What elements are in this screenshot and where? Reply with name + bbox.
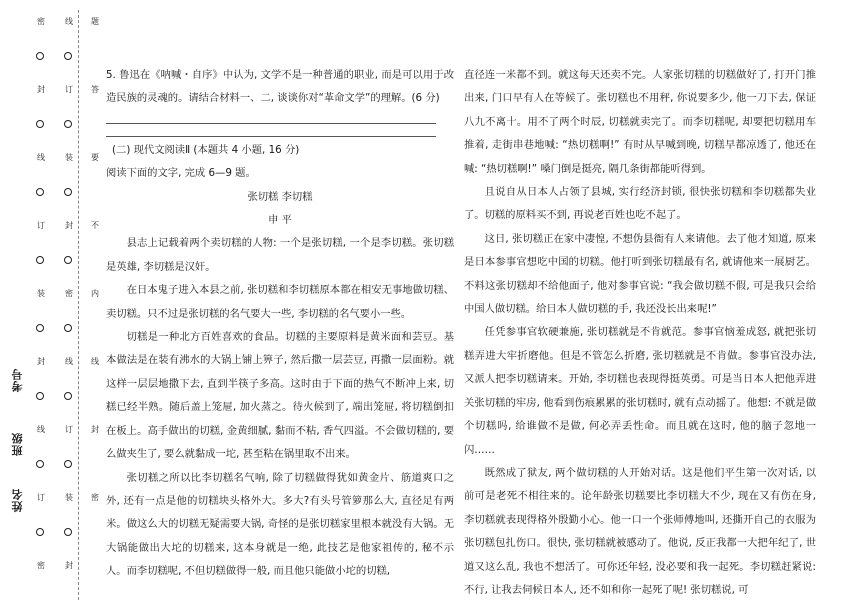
left-column <box>106 60 454 584</box>
binding-character: 装 <box>65 153 73 162</box>
story-paragraph: 在日本鬼子进入本县之前, 张切糕和李切糕原本都在相安无事地做切糕、卖切糕。只不过是张切糕的名气要大一些, 李切糕的名气要小一些。 <box>106 284 454 320</box>
story-author: 申 平 <box>268 214 292 227</box>
binding-character: 封 <box>65 561 73 570</box>
exam-number-field-label: 考号 <box>11 368 24 392</box>
binding-character: 订 <box>65 85 73 94</box>
binding-circle-icon <box>36 120 44 128</box>
binding-circle-icon <box>36 392 44 400</box>
story-paragraph: 既然成了狱友, 两个做切糕的人开始对话。这是他们平生第一次对话, 以前可是老死不相往来的。论年龄张切糕要比李切糕大不少, 现在又有伤在身, 李切糕就表现得格外殷勤小心。他一口一个张师傅地叫, 还撕开自己的衣服为张切糕包扎伤口。很快, 张切糕就被感动了。他说, 反正我都一大把年纪了, 世道又这么乱, 我也不想活了。可你还年轻, 没必要和我一起死。李切糕赶紧说: 不行, 让我去伺候日本人, 还不如和你一起死了呢! 张切糕说, 可 <box>464 466 816 596</box>
left-story-paragraphs <box>106 232 454 583</box>
binding-circle-icon <box>64 52 72 60</box>
binding-character: 线 <box>37 153 45 162</box>
binding-character: 密 <box>37 561 45 570</box>
section-title: (二) 现代文阅读Ⅱ (本题共 4 小题, 16 分) <box>112 143 300 156</box>
right-column <box>464 64 816 602</box>
binding-circle-icon <box>64 188 72 196</box>
binding-character: 密 <box>65 289 73 298</box>
story-paragraph: 切糕是一种北方百姓喜欢的食品。切糕的主要原料是黄米面和芸豆。基本做法是在装有沸水的大锅上铺上箅子, 然后撒一层芸豆, 再撒一层面粉。就这样一层层地撒下去, 直到半筷子多高。这时由于下面的热气不断冲上来, 切糕已经半熟。随后盖上笼屉, 加火蒸之。待火候到了, 端出笼屉, 将切糕倒扣在板上。高手做出的切糕, 金黄细腻, 黏而不粘, 香气四溢。不会做切糕的, 要么做夹生了, 要么就黏成一坨, 甚至粘在锅里取不出来。 <box>106 331 454 461</box>
binding-character: 线 <box>91 357 99 366</box>
binding-character: 密 <box>37 17 45 26</box>
story-paragraph: 县志上记载着两个卖切糕的人物: 一个是张切糕, 一个是李切糕。张切糕是英雄, 李切糕是汉奸。 <box>106 237 454 273</box>
binding-circle-icon <box>36 52 44 60</box>
binding-character: 封 <box>37 357 45 366</box>
binding-character: 线 <box>65 17 73 26</box>
binding-circle-icon <box>36 256 44 264</box>
binding-circle-icon <box>64 120 72 128</box>
story-paragraph: 且说自从日本人占领了县城, 实行经济封锁, 很快张切糕和李切糕都失业了。切糕的原料买不到, 再说老百姓也吃不起了。 <box>464 186 816 222</box>
story-paragraph: 直径连一米都不到。就这每天还卖不完。人家张切糕的切糕做好了, 打开门推出来, 门口早有人在等候了。张切糕也不用秤, 你说要多少, 他一刀下去, 保证八九不离十。用不了两个时辰, 切糕就卖完了。而李切糕呢, 却要把切糕用车推着, 走街串巷地喊: “热切糕啊!” 有时从早喊到晚, 切糕早都凉透了, 他还在喊: “热切糕啊!” 嗓门倒是挺亮, 隔几条街都能听得到。 <box>464 69 816 175</box>
story-paragraph: 张切糕之所以比李切糕名气响, 除了切糕做得犹如黄金片、筋道爽口之外, 还有一点是他的切糕块头格外大。多大?有头号管箩那么大, 直径足有两米。做这么大的切糕无疑需要大锅, 奇怪的是张切糕家里根本就没有大锅。无大锅能做出大坨的切糕来, 这本身就是一绝, 此技艺是他家祖传的, 秘不示人。而李切糕呢, 不但切糕做得一般, 而且他只能做小坨的切糕, <box>106 471 454 578</box>
story-title: 张切糕 李切糕 <box>247 190 313 203</box>
binding-character: 线 <box>65 357 73 366</box>
binding-character: 不 <box>91 221 99 230</box>
question-5: 5. 鲁迅在《呐喊・自序》中认为, 文学不是一种普通的职业, 而是可以用于改造民族的灵魂的。请结合材料一、二, 谈谈你对“革命文学”的理解。(6 分) <box>106 69 454 105</box>
binding-character: 密 <box>91 493 99 502</box>
story-paragraph: 任凭参事官软硬兼施, 张切糕就是不肯就范。参事官恼羞成怒, 就把张切糕弄进大牢折磨他。但是不管怎么折磨, 张切糕就是不肯做。参事官没办法, 又派人把李切糕请来。开始, 李切糕也表现得挺英勇。可是当日本人把他弄进关张切糕的牢房, 他看到伤痕累累的张切糕时, 就有点动摇了。他想: 不就是做个切糕吗, 给谁做不是做, 何必弄丢性命。而且就在这时, 他的脑子忽地一闪…… <box>464 326 816 456</box>
binding-character: 封 <box>37 85 45 94</box>
binding-character: 内 <box>91 289 99 298</box>
binding-dashed-line <box>78 10 79 600</box>
binding-circle-icon <box>64 460 72 468</box>
binding-circle-icon <box>64 392 72 400</box>
binding-character: 装 <box>37 289 45 298</box>
story-paragraph: 这日, 张切糕正在家中凄惶, 不想伪县衙有人来请他。去了他才知道, 原来是日本参事官想吃中国的切糕。他打听到张切糕最有名, 就请他来一展厨艺。不料这张切糕却不给他面子, 他对参事官说: “我会做切糕不假, 可是我只会给中国人做切糕。给日本人做切糕的手, 我还没长出来呢!” <box>464 232 816 316</box>
answer-line-1 <box>106 111 436 124</box>
binding-character: 题 <box>91 17 99 26</box>
binding-character: 订 <box>37 221 45 230</box>
binding-character: 订 <box>65 425 73 434</box>
binding-character: 封 <box>91 425 99 434</box>
binding-circle-icon <box>64 324 72 332</box>
binding-character: 装 <box>65 493 73 502</box>
binding-circle-icon <box>64 528 72 536</box>
answer-line-2 <box>106 124 436 137</box>
binding-circle-icon <box>36 528 44 536</box>
binding-character: 要 <box>91 153 99 162</box>
right-story-paragraphs <box>464 64 816 602</box>
binding-circle-icon <box>36 324 44 332</box>
binding-margin <box>0 0 100 608</box>
binding-character: 封 <box>65 221 73 230</box>
reading-instruction: 阅读下面的文字, 完成 6—9 题。 <box>106 167 256 180</box>
binding-circle-icon <box>36 460 44 468</box>
name-field-label: 姓名 <box>11 488 24 512</box>
binding-circle-icon <box>64 256 72 264</box>
binding-character: 答 <box>91 85 99 94</box>
binding-character: 线 <box>37 425 45 434</box>
binding-character: 订 <box>37 493 45 502</box>
class-field-label: 班级 <box>11 432 24 456</box>
binding-circle-icon <box>36 188 44 196</box>
